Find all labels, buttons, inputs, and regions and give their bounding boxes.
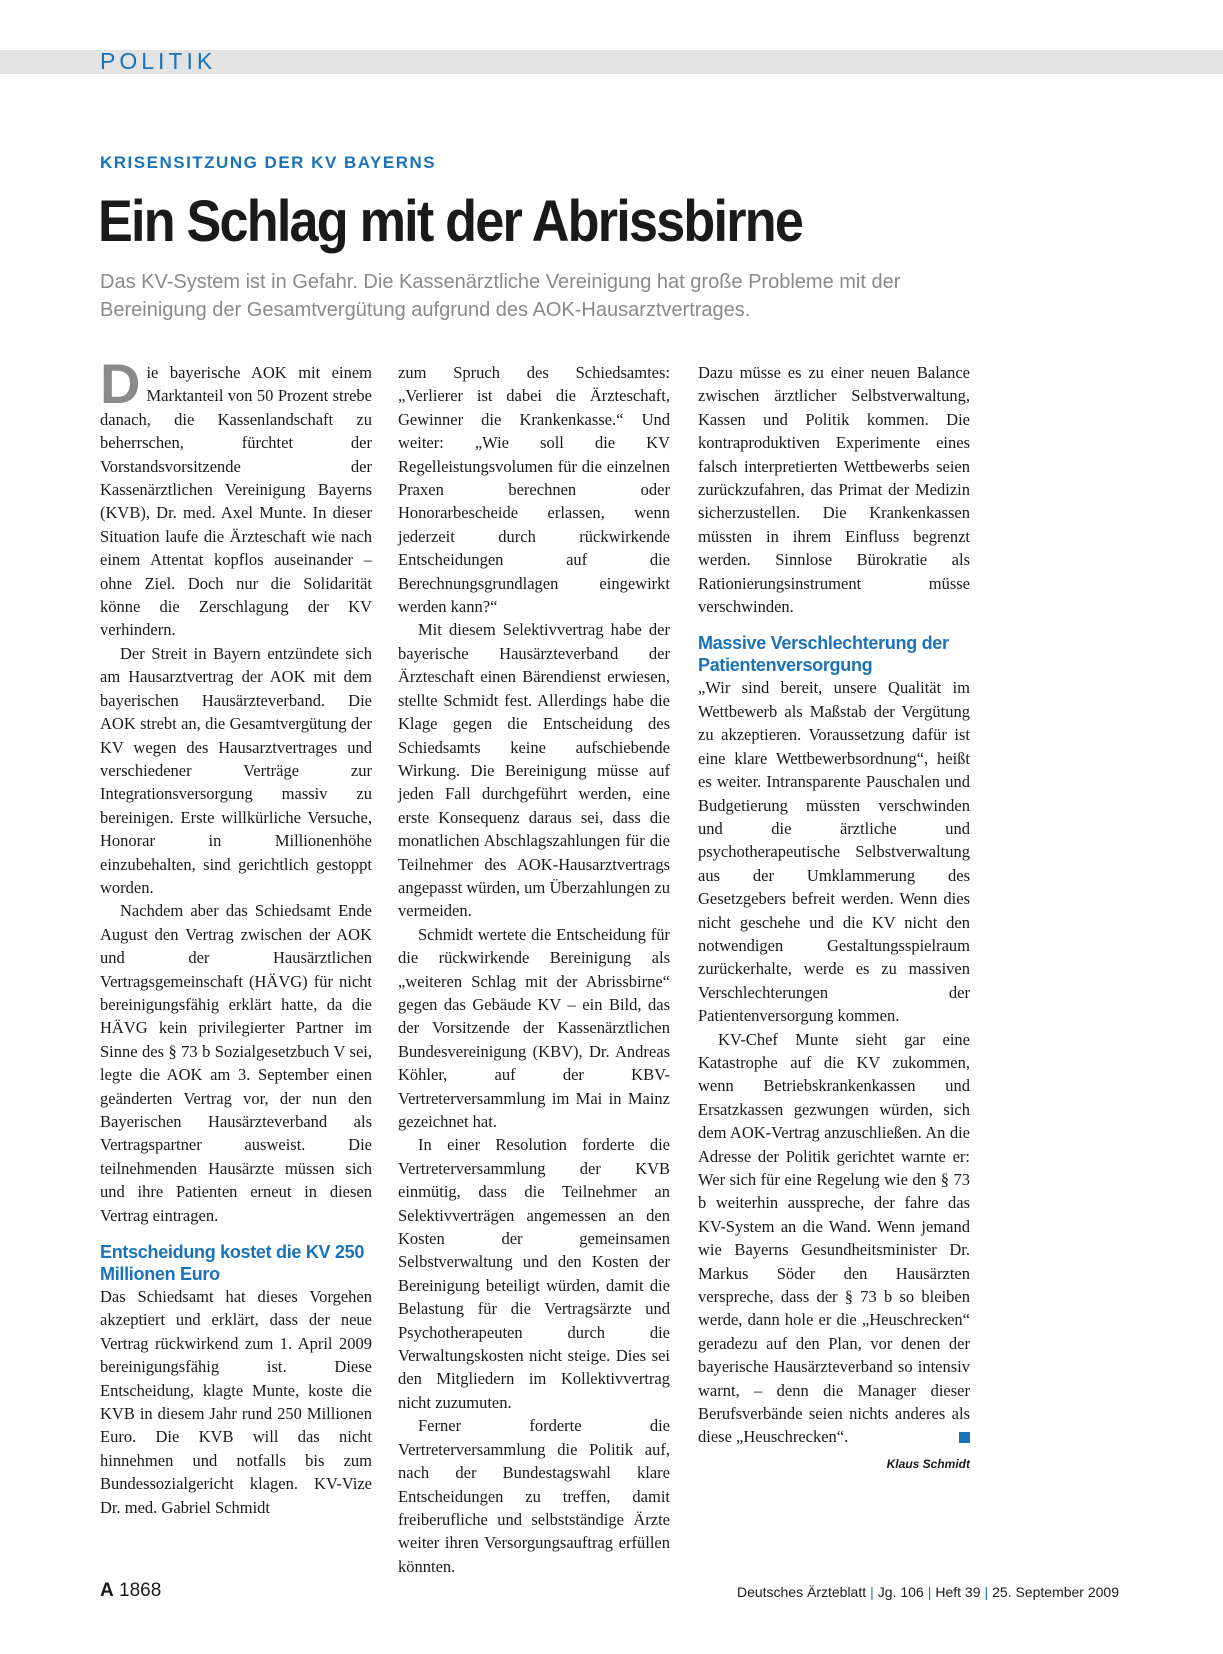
journal-issue: Heft 39 xyxy=(935,1584,981,1600)
page-number: 1868 xyxy=(119,1580,162,1601)
subheading: Massive Verschlechterung der Patientenversorgung xyxy=(698,633,949,676)
paragraph: Mit diesem Selektivvertrag habe der bayerische Hausärzteverband der Ärzteschaft einen Bärendienst erwiesen, stellte Schmidt fest. Allerdings habe die Klage gegen die Entscheidung des Schiedsamts keine aufschiebende Wirkung. Die Bereinigung müsse auf jeden Fall durchgeführt werden, eine erste Konsequenz daraus sei, dass die monatlichen Abschlagszahlungen für die Teilnehmer des AOK-Hausarztvertrags angepasst würden, um Überzahlungen zu vermeiden. xyxy=(398,620,670,921)
paragraph: Das Schiedsamt hat dieses Vorgehen akzeptiert und erklärt, dass der neue Vertrag rückwirkend zum 1. April 2009 bereinigungsfähig ist. Diese Entscheidung, klagte Munte, koste die KVB in diesem Jahr rund 250 Millionen Euro. Die KVB will das nicht hinnehmen und notfalls bis zum Bundessozialgericht klagen. KV-Vize Dr. med. Gabriel Schmidt xyxy=(100,1287,372,1517)
page-folio xyxy=(100,1580,161,1602)
footer-separator: | xyxy=(984,1584,989,1600)
footer-separator: | xyxy=(870,1584,874,1600)
subheading: Entscheidung kostet die KV 250 Millionen Euro xyxy=(100,1242,365,1285)
author-byline: Klaus Schmidt xyxy=(886,1456,970,1471)
paragraph: Der Streit in Bayern entzündete sich am Hausarztvertrag der AOK mit dem bayerischen Hausärzteverband. Die AOK strebt an, die Gesamtvergütung der KV wegen des Hausarztvertrages und verschiedener Verträge zur Integrationsversorgung massiv zu bereinigen. Erste willkürliche Versuche, Honorar in Millionenhöhe einzubehalten, sind gerichtlich gestoppt worden. xyxy=(100,643,372,897)
footer-citation xyxy=(737,1584,1119,1600)
paragraph: Die bayerische AOK mit einem Marktanteil von 50 Prozent strebe danach, die Kassenlandschaft zu beherrschen, fürchtet der Vorstandsvorsitzende der Kassenärztlichen Vereinigung Bayerns (KVB), Dr. med. Axel Munte. In dieser Situation laufe die Ärzteschaft wie nach einem Attentat kopflos auseinander – ohne Ziel. Doch nur die Solidarität könne die Zerschlagung der KV verhindern. xyxy=(100,352,372,640)
text-column-2 xyxy=(398,361,670,1578)
footer-separator: | xyxy=(927,1584,932,1600)
paragraph: „Wir sind bereit, unsere Qualität im Wettbewerb als Maßstab der Vergütung zu akzeptieren. Voraussetzung dafür ist eine klare Wettbewerbsordnung“, heißt es weiter. Intransparente Pauschalen und Budgetierung müssten verschwinden und die ärztliche und psychotherapeutische Selbstverwaltung aus der Umklammerung des Gesetzgebers befreit werden. Wenn dies nicht geschehe und die KV nicht den notwendigen Gestaltungsspielraum zurückerhalte, werde es zu massiven Verschlechterungen der Patientenversorgung kommen. xyxy=(698,678,970,1026)
end-mark-icon xyxy=(959,1432,970,1443)
text-column-1 xyxy=(100,352,372,1519)
drop-cap: D xyxy=(100,352,141,415)
journal-date: 25. September 2009 xyxy=(992,1584,1119,1600)
page-prefix: A xyxy=(100,1580,114,1601)
section-label: POLITIK xyxy=(100,48,217,74)
paragraph: zum Spruch des Schiedsamtes: „Verlierer ist dabei die Ärzteschaft, Gewinner die Krankenkasse.“ Und weiter: „Wie soll die KV Regelleistungsvolumen für die einzelnen Praxen berechnen oder Honorarbescheide erlassen, wenn jederzeit durch rückwirkende Entscheidungen auf die Berechnungsgrundlagen eingewirkt werden kann?“ xyxy=(398,363,670,617)
article-lead: Das KV-System ist in Gefahr. Die Kassenärztliche Vereinigung hat große Probleme mit der Bereinigung der Gesamtvergütung aufgrund des AOK-Hausarztvertrages. xyxy=(100,271,901,321)
article-headline: Ein Schlag mit der Abrissbirne xyxy=(98,189,803,254)
text-column-3 xyxy=(698,361,970,1476)
journal-name: Deutsches Ärzteblatt xyxy=(736,1584,867,1600)
paragraph: Ferner forderte die Vertreterversammlung die Politik auf, nach der Bundestagswahl klare Entscheidungen zu treffen, damit freiberufliche und selbstständige Ärzte weiter ihren Versorgungsauftrag erfüllen könnten. xyxy=(398,1416,670,1576)
paragraph: Dazu müsse es zu einer neuen Balance zwischen ärztlicher Selbstverwaltung, Kassen und Politik kommen. Die kontraproduktiven Experimente eines falsch interpretierten Wettbewerbs seien zurückzufahren, das Primat der Medizin sicherzustellen. Die Krankenkassen müssten in ihrem Einfluss begrenzt werden. Sinnlose Bürokratie als Rationierungsinstrument müsse verschwinden. xyxy=(698,363,970,617)
paragraph: KV-Chef Munte sieht gar eine Katastrophe auf die KV zukommen, wenn Betriebskrankenkassen und Ersatzkassen gezwungen würden, sich dem AOK-Vertrag anzuschließen. An die Adresse der Politik gerichtet warnte er: Wer sich für eine Regelung wie den § 73 b weiterhin ausspreche, der fahre das KV-System an die Wand. Wenn jemand wie Bayerns Gesundheitsminister Dr. Markus Söder den Hausärzten verspreche, dass der § 73 b so bleiben werde, dann hole er die „Heuschrecken“ geradezu auf den Plan, vor denen der bayerische Hausärzteverband so intensiv warnt, – denn die Manager dieser Berufsverbände seien nichts anderes als diese „Heuschrecken“. xyxy=(698,1029,970,1447)
journal-volume: Jg. 106 xyxy=(877,1584,924,1600)
paragraph: Nachdem aber das Schiedsamt Ende August den Vertrag zwischen der AOK und der Hausärztlichen Vertragsgemeinschaft (HÄVG) für nicht bereinigungsfähig erklärt hatte, da die HÄVG kein privilegierter Partner im Sinne des § 73 b Sozialgesetzbuch V sei, legte die AOK am 3. September einen geänderten Vertrag vor, der nun den Bayerischen Hausärzteverband als Vertragspartner ausweist. Die teilnehmenden Hausärzte müssen sich und ihre Patienten erneut in diesen Vertrag eintragen. xyxy=(100,901,372,1225)
paragraph: In einer Resolution forderte die Vertreterversammlung der KVB einmütig, dass die Teilnehmer an Selektivverträgen angemessen an den Kosten der gemeinsamen Selbstverwaltung und den Kosten der Bereinigung beteiligt würden, damit die Belastung für die Vertragsärzte und Psychotherapeuten durch die Verwaltungskosten nicht steige. Dies sei den Mitgliedern im Kollektivvertrag nicht zuzumuten. xyxy=(398,1135,670,1412)
paragraph: Schmidt wertete die Entscheidung für die rückwirkende Bereinigung als „weiteren Schlag mit der Abrissbirne“ gegen das Gebäude KV – ein Bild, das der Vorsitzende der Kassenärztlichen Bundesvereinigung (KBV), Dr. Andreas Köhler, auf der KBV-Vertreterversammlung im Mai in Mainz gezeichnet hat. xyxy=(398,924,670,1131)
article-kicker: KRISENSITZUNG DER KV BAYERNS xyxy=(100,153,437,172)
